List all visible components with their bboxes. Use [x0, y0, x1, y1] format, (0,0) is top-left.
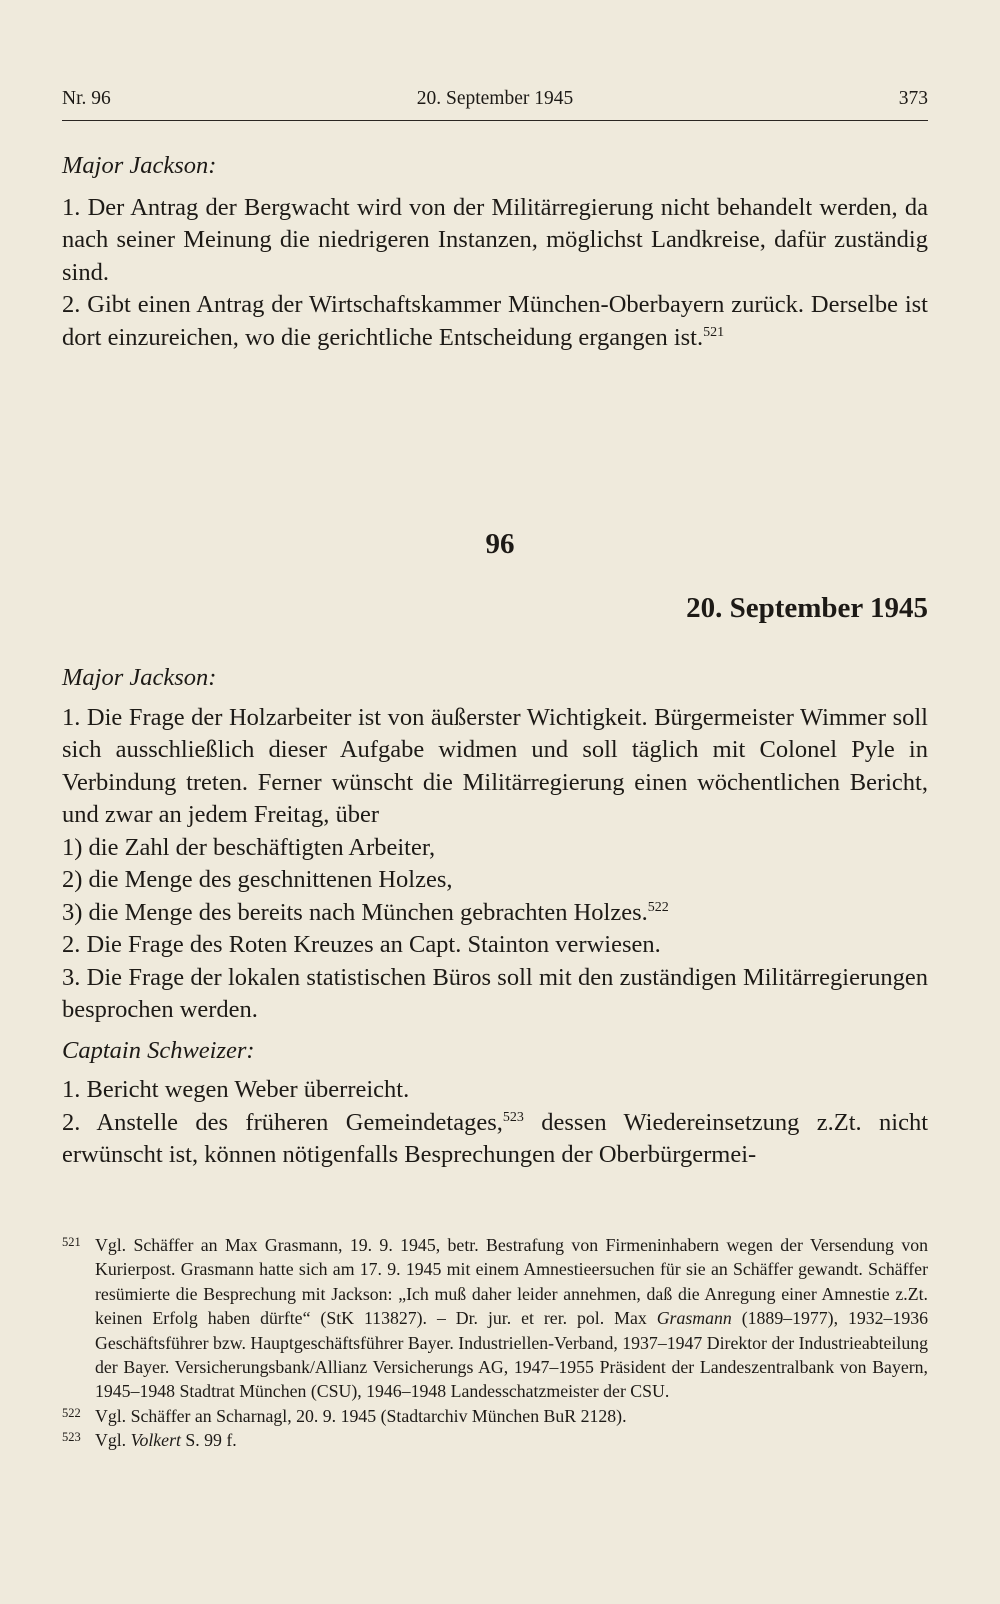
footnote-ref: 521 [703, 324, 725, 340]
footnote-521 [62, 1233, 928, 1404]
running-header [62, 86, 928, 121]
previous-document-continuation [62, 150, 928, 354]
list-item [62, 897, 928, 930]
footnote-text: Vgl. Schäffer an Scharnagl, 20. 9. 1945 (Stadtarchiv München BuR 2128). [95, 1405, 627, 1426]
paragraph-item: 3. Die Frage der lokalen statistischen Büros soll mit den zuständigen Militärregierungen besprochen werden. [62, 963, 928, 1023]
page-number: 373 [898, 88, 928, 109]
header-doc-number: Nr. 96 [62, 88, 111, 109]
item-text: dessen Wiedereinsetzung z.Zt. nicht erwünscht ist, können nötigenfalls Besprechungen der Oberbürgermei- [62, 1108, 928, 1168]
speaker-label: Captain Schweizer: [62, 1036, 255, 1064]
footnote-522 [62, 1404, 928, 1428]
paragraph-item: 1. Die Frage der Holzarbeiter ist von äußerster Wichtigkeit. Bürgermeister Wimmer soll sich ausschließlich dieser Aufgabe widmen und soll täglich mit Colonel Pyle in Verbindung treten. Ferner wünscht die Militärregierung einen wöchentlichen Bericht, und zwar an jedem Freitag, über [62, 703, 928, 828]
paragraph-item: 1. Bericht wegen Weber überreicht. [62, 1076, 410, 1103]
paragraph-item: 2. Die Frage des Roten Kreuzes an Capt. Stainton verwiesen. [62, 931, 661, 958]
list-item: 2) die Menge des geschnittenen Holzes, [62, 866, 453, 893]
speaker-label: Major Jackson: [62, 664, 217, 691]
footnote-523 [62, 1428, 928, 1452]
speaker-label: Major Jackson: [62, 152, 217, 179]
footnote-number: 522 [62, 1405, 81, 1420]
footnote-ref: 522 [647, 899, 669, 915]
footnote-text: Vgl. [95, 1430, 131, 1451]
paragraph-item [62, 289, 928, 354]
footnote-text: Vgl. Schäffer an Max Grasmann, 19. 9. 1945, betr. Bestrafung von Firmeninhabern wegen der Versendung von Kurierpost. Grasmann hatte sich am 17. 9. 1945 mit einem Amnestieersuchen für sie an Schäffer gewandt. Schäffer resümierte die Besprechung mit Jackson: „Ich muß daher leider annehmen, daß die Anregung einer Amnestie z.Zt. keinen Erfolg haben dürfte“ (StK 113827). – Dr. jur. et rer. pol. Max [95, 1235, 928, 1329]
paragraph-item [62, 1107, 928, 1172]
footnote-person-name: Grasmann [656, 1308, 732, 1329]
footnote-number: 523 [62, 1430, 81, 1445]
item-text: 3) die Menge des bereits nach München gebrachten Holzes. [62, 898, 648, 926]
item-text: 2. Gibt einen Antrag der Wirtschaftskammer München-Oberbayern zurück. Derselbe ist dort einzureichen, wo die gerichtliche Entscheidung ergangen ist. [62, 291, 928, 351]
footnote-number: 521 [62, 1235, 81, 1249]
list-item: 1) die Zahl der beschäftigten Arbeiter, [62, 833, 436, 861]
document-date: 20. September 1945 [686, 592, 928, 624]
document-number: 96 [485, 528, 515, 560]
footnote-text: (1889–1977), 1932–1936 Geschäftsführer bzw. Hauptgeschäftsführer Bayer. Industriellen-Verband, 1937–1947 Direktor der Industrieabteilung der Bayer. Versicherungsbank/Allianz Versicherungs AG, 1947–1955 Präsident der Landeszentralbank von Bayern, 1945–1948 Stadtrat München (CSU), 1946–1948 Landesschatzmeister der CSU. [95, 1308, 928, 1402]
footnote-ref: 523 [502, 1109, 524, 1125]
footnotes [62, 1233, 928, 1453]
header-date: 20. September 1945 [416, 88, 574, 109]
paragraph-item: 1. Der Antrag der Bergwacht wird von der Militärregierung nicht behandelt werden, da nach seiner Meinung die niedrigeren Instanzen, möglichst Landkreise, dafür zuständig sind. [62, 193, 928, 286]
document-body [62, 662, 928, 1172]
footnote-author-name: Volkert [130, 1430, 181, 1451]
footnote-text: S. 99 f. [180, 1430, 237, 1451]
item-text: 2. Anstelle des früheren Gemeindetages, [62, 1108, 503, 1136]
